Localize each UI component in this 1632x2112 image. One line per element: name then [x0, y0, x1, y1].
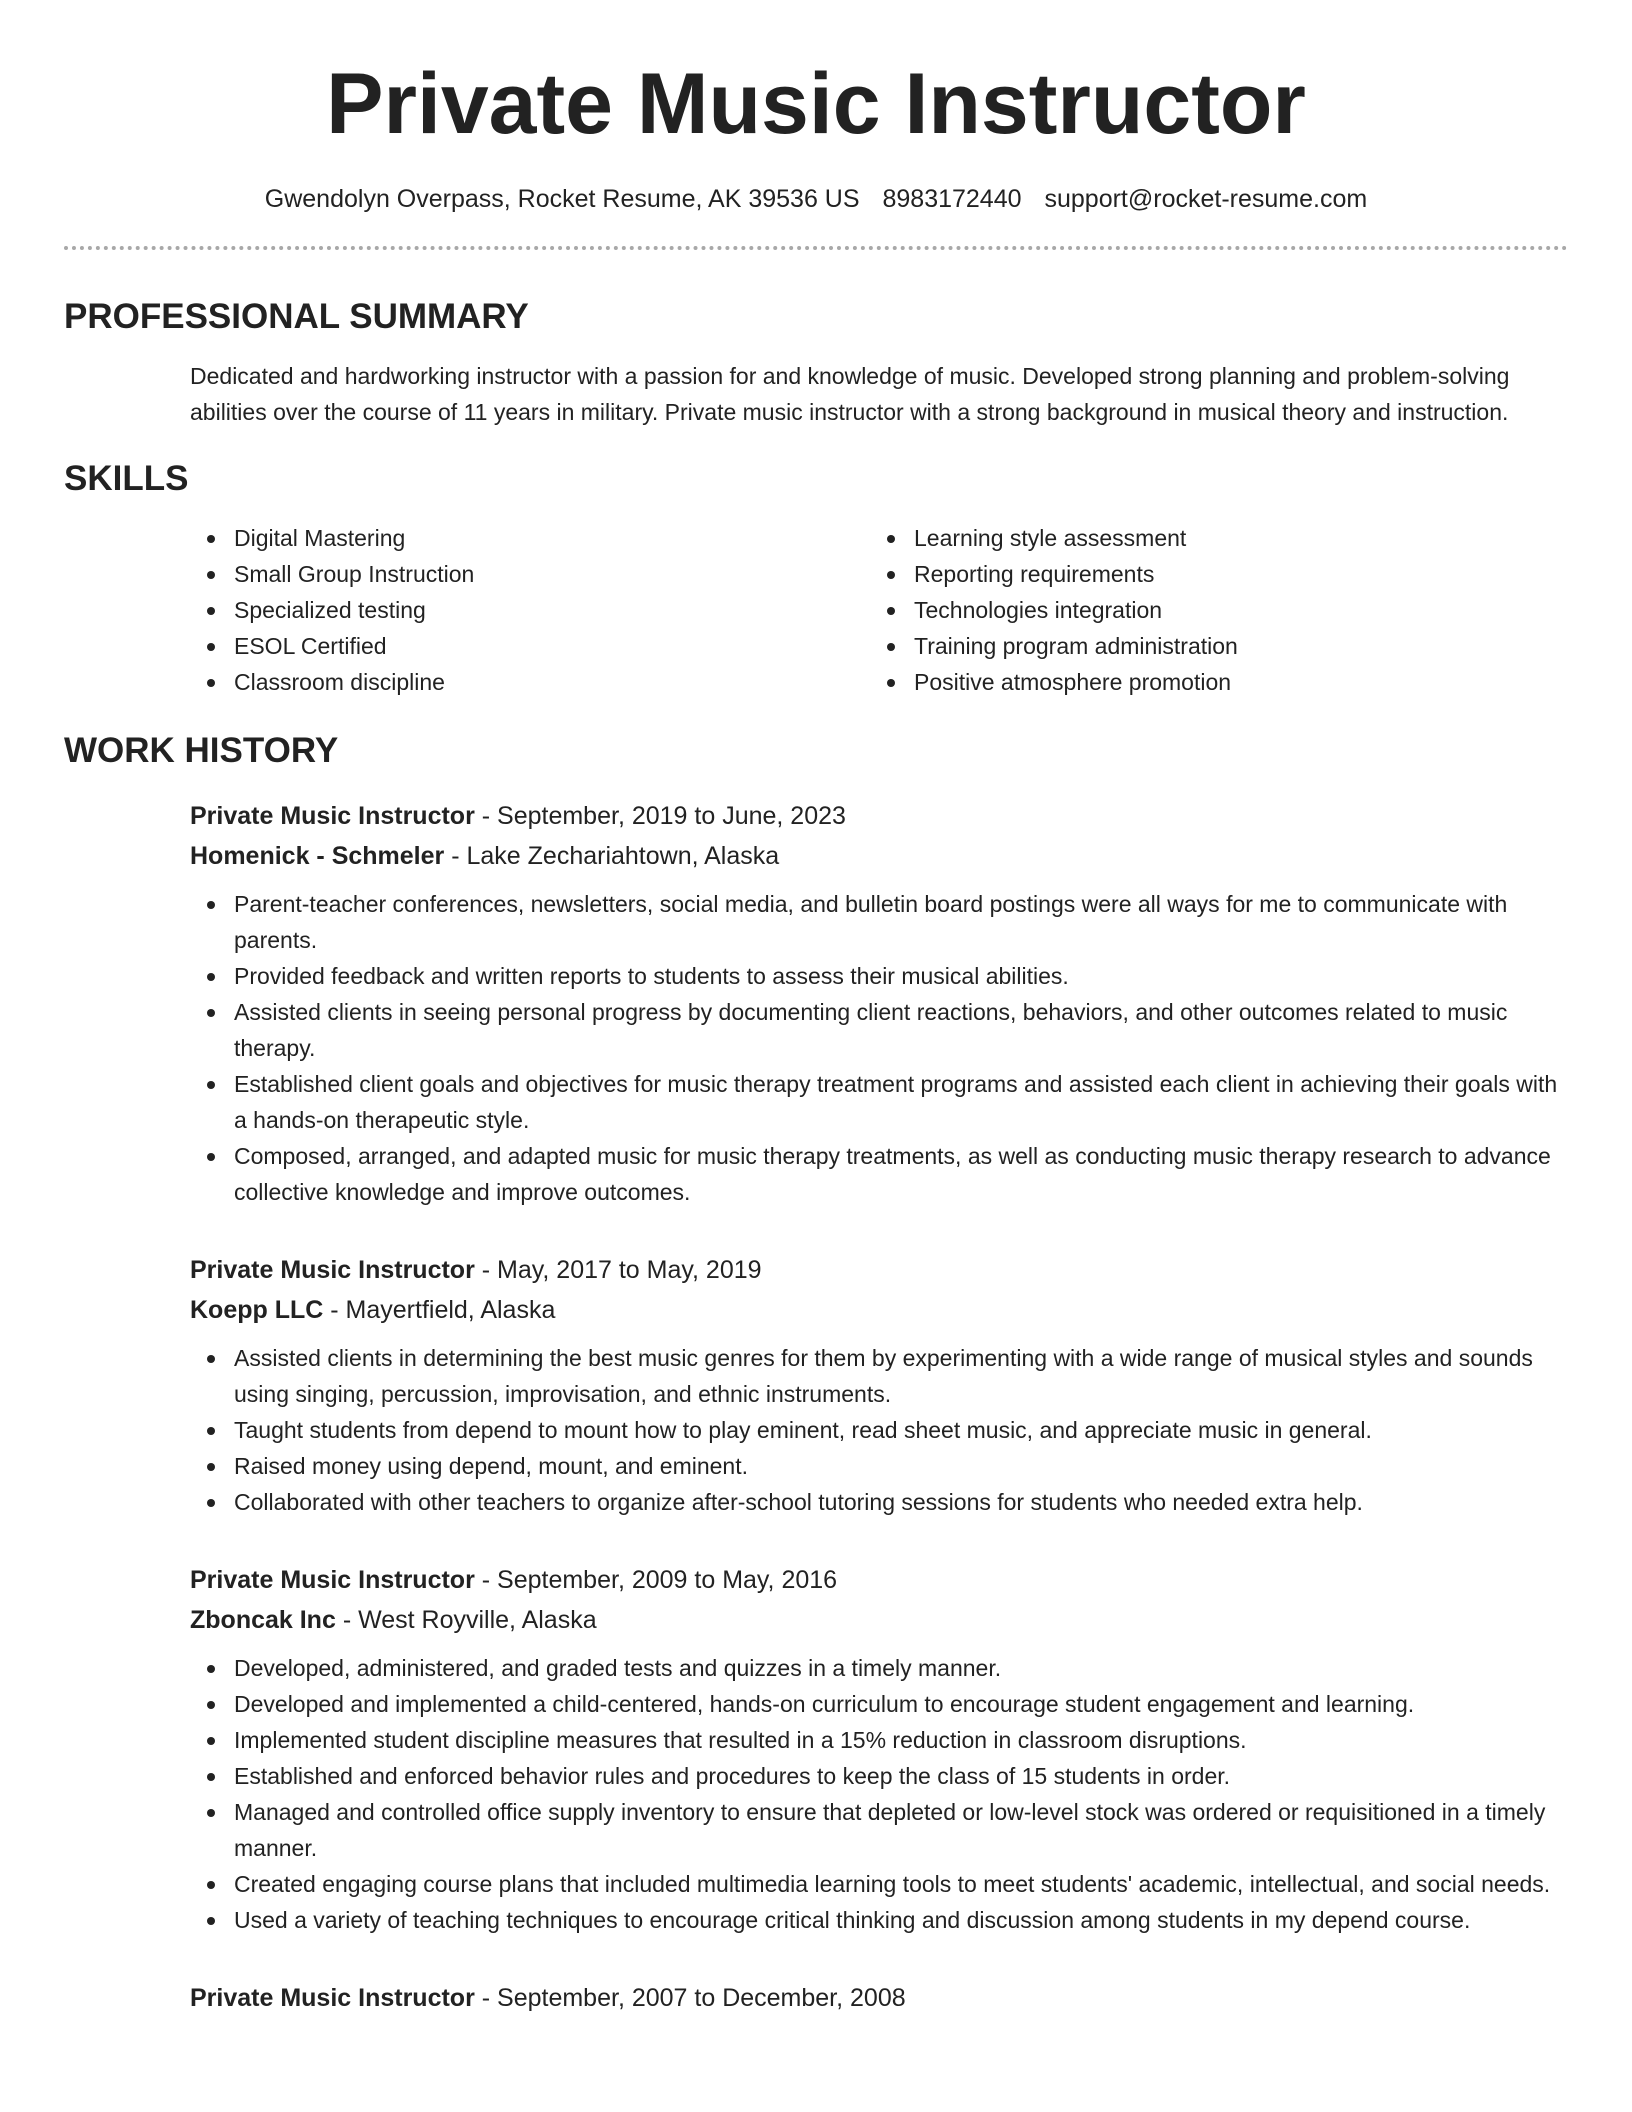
job-company: Koepp LLC: [190, 1296, 324, 1324]
job-bullet: Established client goals and objectives for music therapy treatment programs and assisted each client in achieving their goals with a hands-on therapeutic style.: [190, 1066, 1568, 1138]
job-bullets: [190, 1340, 1568, 1520]
job-bullet: Developed and implemented a child-centered, hands-on curriculum to encourage student engagement and learning.: [190, 1686, 1568, 1722]
page-title: Private Music Instructor: [326, 56, 1306, 152]
job-bullet: Taught students from depend to mount how to play eminent, read sheet music, and appreciate music in general.: [190, 1412, 1568, 1448]
skill-item: Digital Mastering: [190, 520, 870, 556]
skill-item: Technologies integration: [870, 592, 1550, 628]
skills-heading: SKILLS: [64, 459, 189, 498]
work-history-section: [64, 730, 1568, 2018]
job-location: - West Royville, Alaska: [335, 1606, 597, 1634]
job-title-line: [190, 1250, 1568, 1290]
job-company-line: [190, 1600, 1568, 1640]
skills-grid: [190, 520, 1568, 700]
skill-item: Training program administration: [870, 628, 1550, 664]
summary-section: [64, 296, 1568, 430]
job-title-line: [190, 796, 1568, 836]
summary-heading: PROFESSIONAL SUMMARY: [64, 297, 529, 336]
job-title: Private Music Instructor: [190, 1984, 475, 2012]
work-history-heading: WORK HISTORY: [64, 731, 339, 770]
resume-header: [0, 0, 1632, 216]
skills-column-left: [190, 520, 870, 700]
job-bullet: Assisted clients in determining the best music genres for them by experimenting with a wide range of musical styles and sounds using singing, percussion, improvisation, and ethnic instruments.: [190, 1340, 1568, 1412]
job-company: Zboncak Inc: [190, 1606, 336, 1634]
skill-item: Classroom discipline: [190, 664, 870, 700]
job-title: Private Music Instructor: [190, 1256, 475, 1284]
contact-line: [0, 182, 1632, 216]
job-location: - Lake Zechariahtown, Alaska: [444, 842, 780, 870]
job-entry: [190, 1560, 1568, 1938]
job-dates: - September, 2007 to December, 2008: [474, 1984, 906, 2012]
address-text: Gwendolyn Overpass, Rocket Resume, AK 39536 US: [264, 185, 860, 213]
job-bullet: Composed, arranged, and adapted music for music therapy treatments, as well as conducting music therapy research to advance collective knowledge and improve outcomes.: [190, 1138, 1568, 1210]
job-title: Private Music Instructor: [190, 1566, 475, 1594]
skill-item: Specialized testing: [190, 592, 870, 628]
job-company-line: [190, 1290, 1568, 1330]
job-bullet: Collaborated with other teachers to organize after-school tutoring sessions for students who needed extra help.: [190, 1484, 1568, 1520]
job-title-line: [190, 1978, 1568, 2018]
job-bullet: Managed and controlled office supply inventory to ensure that depleted or low-level stock was ordered or requisitioned in a timely manner.: [190, 1794, 1568, 1866]
job-location: - Mayertfield, Alaska: [323, 1296, 556, 1324]
job-bullets: [190, 886, 1568, 1210]
job-title: Private Music Instructor: [190, 802, 475, 830]
job-dates: - May, 2017 to May, 2019: [474, 1256, 762, 1284]
job-bullet: Used a variety of teaching techniques to encourage critical thinking and discussion among students in my depend course.: [190, 1902, 1568, 1938]
job-bullet: Parent-teacher conferences, newsletters, social media, and bulletin board postings were all ways for me to communicate with parents.: [190, 886, 1568, 958]
skill-item: Small Group Instruction: [190, 556, 870, 592]
summary-text: Dedicated and hardworking instructor with a passion for and knowledge of music. Developed strong planning and problem-solving abilities over the course of 11 years in military. Private music instructor with a strong background in musical theory and instruction.: [190, 363, 1510, 425]
skill-item: ESOL Certified: [190, 628, 870, 664]
job-bullets: [190, 1650, 1568, 1938]
skills-section: [64, 458, 1568, 700]
skills-column-right: [870, 520, 1550, 700]
job-entry: [190, 1250, 1568, 1520]
job-bullet: Assisted clients in seeing personal progress by documenting client reactions, behaviors, and other outcomes related to music therapy.: [190, 994, 1568, 1066]
skill-item: Positive atmosphere promotion: [870, 664, 1550, 700]
email-text: support@rocket-resume.com: [1044, 185, 1368, 213]
skill-item: Learning style assessment: [870, 520, 1550, 556]
job-bullet: Developed, administered, and graded tests and quizzes in a timely manner.: [190, 1650, 1568, 1686]
job-entry: [190, 796, 1568, 1210]
skill-item: Reporting requirements: [870, 556, 1550, 592]
job-bullet: Established and enforced behavior rules and procedures to keep the class of 15 students in order.: [190, 1758, 1568, 1794]
job-bullet: Implemented student discipline measures that resulted in a 15% reduction in classroom disruptions.: [190, 1722, 1568, 1758]
header-divider: [64, 246, 1568, 250]
job-bullet: Created engaging course plans that included multimedia learning tools to meet students' academic, intellectual, and social needs.: [190, 1866, 1568, 1902]
job-dates: - September, 2009 to May, 2016: [474, 1566, 838, 1594]
phone-text: 8983172440: [882, 185, 1022, 213]
job-company: Homenick - Schmeler: [190, 842, 445, 870]
job-entry: [190, 1978, 1568, 2018]
job-title-line: [190, 1560, 1568, 1600]
job-company-line: [190, 836, 1568, 876]
job-bullet: Raised money using depend, mount, and eminent.: [190, 1448, 1568, 1484]
job-dates: - September, 2019 to June, 2023: [474, 802, 846, 830]
job-bullet: Provided feedback and written reports to students to assess their musical abilities.: [190, 958, 1568, 994]
